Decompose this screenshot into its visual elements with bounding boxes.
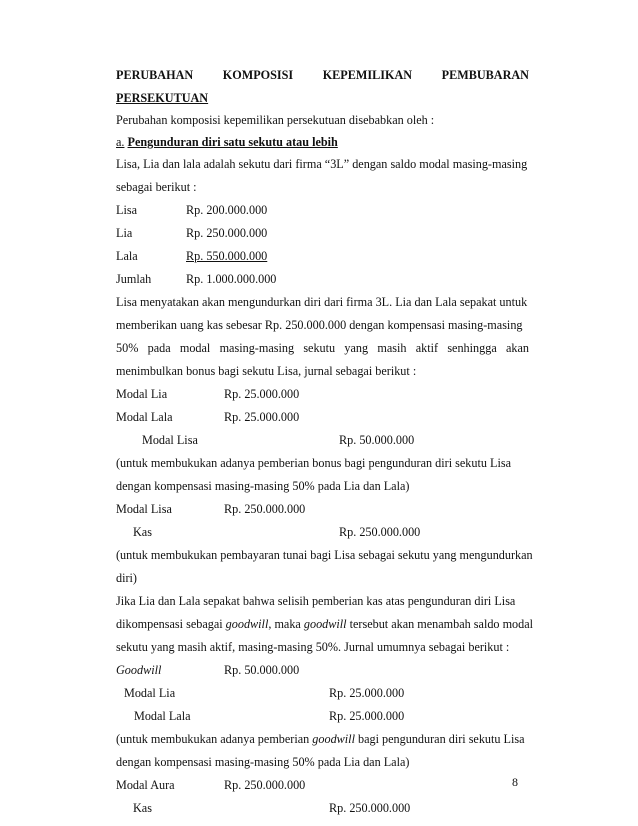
journal-note: dengan kompensasi masing-masing 50% pada Lia dan Lala) — [116, 755, 410, 769]
word: masih — [377, 341, 407, 355]
word: aktif — [415, 341, 439, 355]
text-run-italic: goodwill — [312, 732, 355, 746]
account: Modal Lala — [116, 410, 173, 424]
chapter-heading-line2: PERSEKUTUAN — [116, 91, 209, 105]
capital-row — [116, 203, 268, 218]
paragraph-line: memberikan uang kas sebesar Rp. 250.000.000 dengan kompensasi masing-masing — [116, 318, 523, 332]
heading-word: KOMPOSISI — [222, 68, 294, 82]
paragraph-line: Jika Lia dan Lala sepakat bahwa selisih pemberian kas atas pengunduran diri Lisa — [116, 594, 516, 608]
paragraph-line-justified — [116, 341, 529, 356]
partner-name: Lala — [116, 249, 138, 263]
word: pada — [147, 341, 171, 355]
credit-amount: Rp. 250.000.000 — [339, 525, 421, 539]
heading-word: PERUBAHAN — [116, 68, 194, 82]
capital-amount: Rp. 250.000.000 — [186, 226, 268, 240]
paragraph-line: sekutu yang masih aktif, masing-masing 50%. Jurnal umumnya sebagai berikut : — [116, 640, 510, 654]
debit-amount: Rp. 25.000.000 — [224, 410, 300, 424]
page-number: 8 — [512, 775, 518, 789]
partner-name: Lisa — [116, 203, 137, 217]
debit-amount: Rp. 250.000.000 — [224, 502, 306, 516]
word: sekutu — [303, 341, 336, 355]
account: Modal Lisa — [116, 502, 172, 516]
word: masing-masing — [219, 341, 295, 355]
account: Modal Lia — [124, 686, 176, 700]
credit-amount: Rp. 25.000.000 — [329, 686, 405, 700]
intro-text: Perubahan komposisi kepemilikan persekutuan disebabkan oleh : — [116, 113, 435, 127]
journal-debit-row — [116, 502, 306, 517]
credit-amount: Rp. 25.000.000 — [329, 709, 405, 723]
journal-credit-row — [116, 686, 405, 701]
capital-amount: Rp. 200.000.000 — [186, 203, 268, 217]
paragraph-line: Lisa menyatakan akan mengundurkan diri dari firma 3L. Lia dan Lala sepakat untuk — [116, 295, 528, 309]
chapter-heading — [116, 68, 529, 83]
capital-row — [116, 249, 268, 264]
debit-amount: Rp. 250.000.000 — [224, 778, 306, 792]
text-run: bagi pengunduran diri sekutu Lisa — [354, 732, 525, 746]
text-run-italic: goodwill — [303, 617, 347, 631]
word: akan — [505, 341, 529, 355]
account: Kas — [133, 525, 152, 539]
journal-credit-row — [116, 433, 415, 448]
capital-row — [116, 226, 268, 241]
paragraph-line — [116, 617, 533, 632]
word: modal — [179, 341, 211, 355]
account: Goodwill — [116, 663, 162, 677]
journal-note: diri) — [116, 571, 137, 585]
account: Modal Lia — [116, 387, 168, 401]
journal-credit-row — [116, 801, 411, 816]
account: Modal Lala — [134, 709, 191, 723]
journal-debit-row — [116, 778, 306, 793]
capital-row-total — [116, 272, 277, 287]
account: Modal Lisa — [142, 433, 198, 447]
paragraph-line: Lisa, Lia dan lala adalah sekutu dari firma “3L” dengan saldo modal masing-masing — [116, 157, 528, 171]
total-label: Jumlah — [116, 272, 152, 286]
journal-debit-row — [116, 387, 300, 402]
paragraph-line: menimbulkan bonus bagi sekutu Lisa, jurnal sebagai berikut : — [116, 364, 417, 378]
paragraph-line: sebagai berikut : — [116, 180, 197, 194]
text-run: , maka — [268, 617, 304, 631]
journal-note: (untuk membukukan pembayaran tunai bagi Lisa sebagai sekutu yang mengundurkan — [116, 548, 533, 562]
journal-credit-row — [116, 525, 421, 540]
text-run: dikompensasi sebagai — [116, 617, 226, 631]
account: Modal Aura — [116, 778, 175, 792]
debit-amount: Rp. 25.000.000 — [224, 387, 300, 401]
account: Kas — [133, 801, 152, 815]
word: yang — [344, 341, 369, 355]
capital-amount: Rp. 550.000.000 — [186, 249, 268, 263]
text-run-italic: goodwill — [225, 617, 269, 631]
word: 50% — [116, 341, 139, 355]
journal-note — [116, 732, 525, 747]
section-a-heading — [116, 135, 338, 150]
debit-amount: Rp. 50.000.000 — [224, 663, 300, 677]
heading-word: PEMBUBARAN — [441, 68, 529, 82]
section-marker: a. — [116, 135, 125, 149]
heading-word: KEPEMILIKAN — [322, 68, 413, 82]
section-title: Pengunduran diri satu sekutu atau lebih — [127, 135, 338, 149]
credit-amount: Rp. 250.000.000 — [329, 801, 411, 815]
journal-debit-row — [116, 663, 300, 678]
journal-debit-row — [116, 410, 300, 425]
word: senhingga — [447, 341, 497, 355]
journal-note: dengan kompensasi masing-masing 50% pada Lia dan Lala) — [116, 479, 410, 493]
text-run: (untuk membukukan adanya pemberian — [116, 732, 313, 746]
credit-amount: Rp. 50.000.000 — [339, 433, 415, 447]
text-run: tersebut akan menambah saldo modal — [346, 617, 534, 631]
total-amount: Rp. 1.000.000.000 — [186, 272, 277, 286]
journal-note: (untuk membukukan adanya pemberian bonus bagi pengunduran diri sekutu Lisa — [116, 456, 511, 470]
partner-name: Lia — [116, 226, 133, 240]
journal-credit-row — [116, 709, 405, 724]
